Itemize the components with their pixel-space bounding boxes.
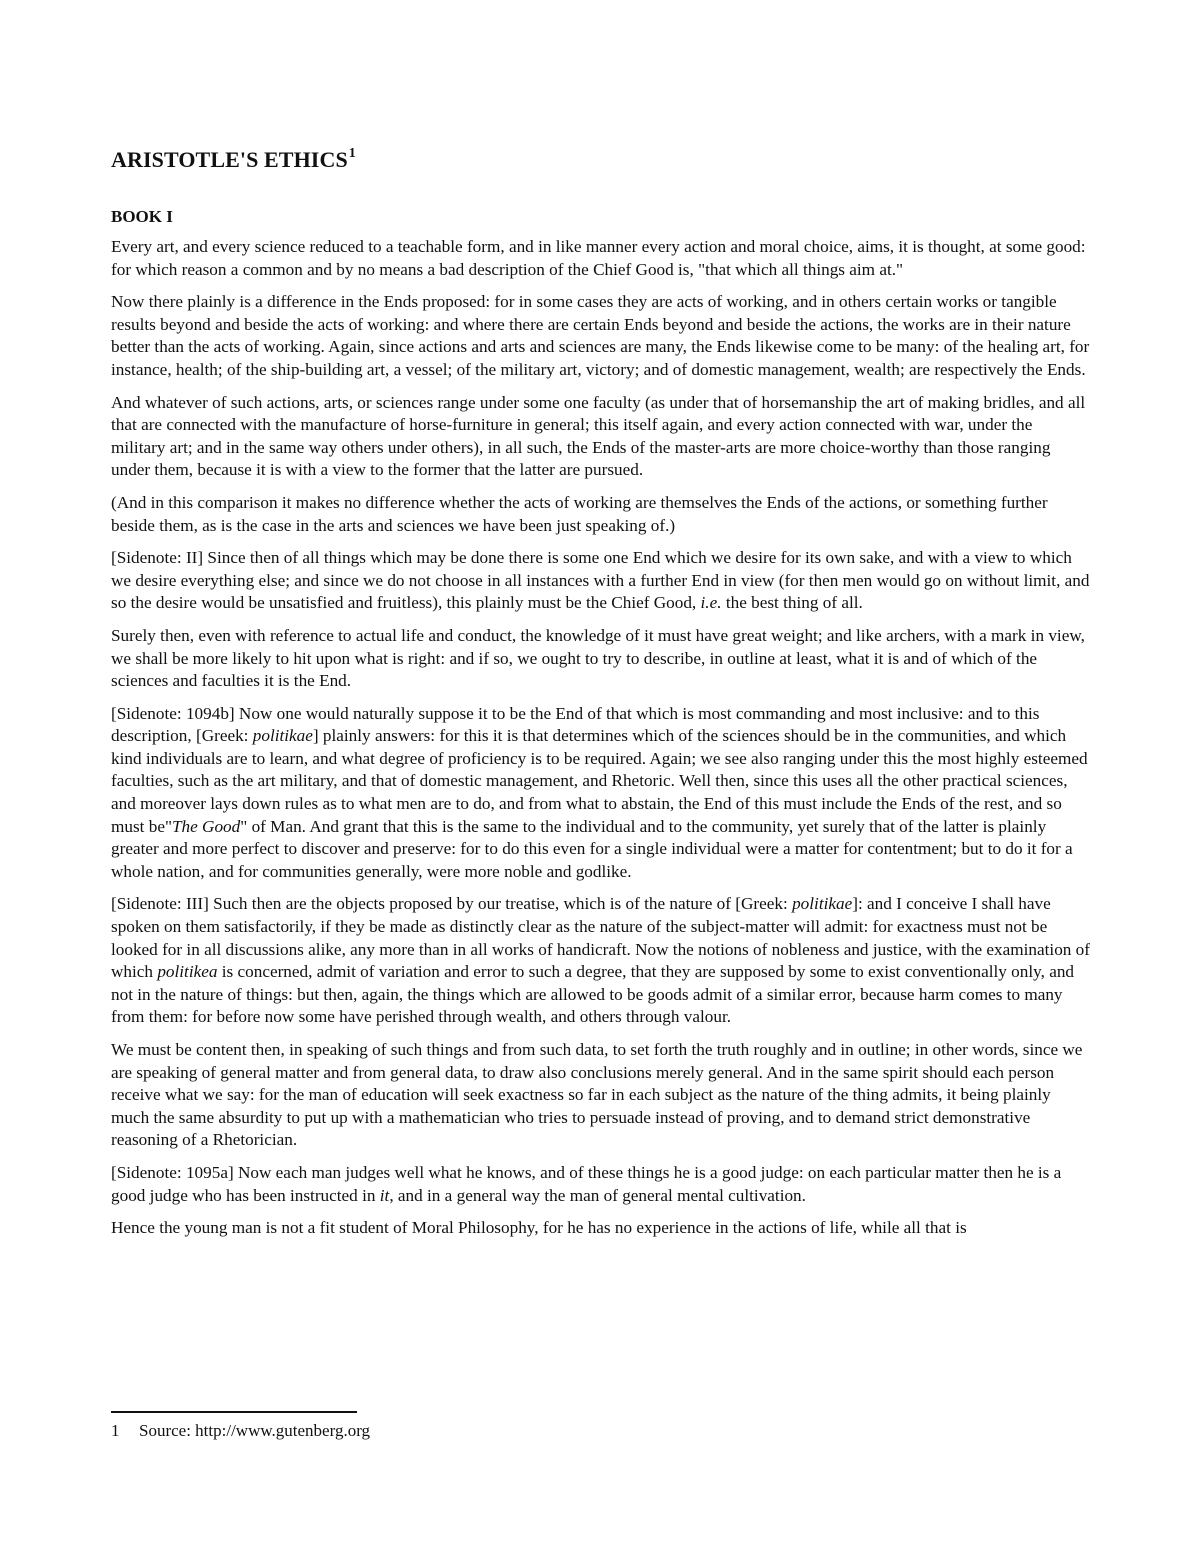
document-title (111, 140, 1090, 174)
paragraph-text: Surely then, even with reference to actual life and conduct, the knowledge of it must have great weight; and like archers, with a mark in view, we shall be more likely to hit upon what is right: and if so, we ought to try to describe, in outline at least, what it is and of which of the sciences and faculties it is the End. (111, 625, 1085, 691)
book-heading: BOOK I (111, 207, 173, 226)
paragraph-text: [Sidenote: III] Such then are the objects proposed by our treatise, which is of the nature of [Greek: (111, 894, 793, 914)
italic-text: i.e. (700, 593, 722, 613)
italic-text: The Good (171, 816, 241, 836)
paragraph (111, 1162, 1090, 1207)
paragraph-text: ] plainly answers: for this it is that determines which of the sciences should be in the communities, and which kind individuals are to learn, and what degree of proficiency is to be required. Again; we see also ranging under this the most highly esteemed faculties, such as the art military, and that of domestic management, and Rhetoric. Well then, since this uses all the other practical sciences, and moreover lays down rules as to what men are to do, and from what to abstain, the End of this must include the Ends of the rest, and so must be" (111, 726, 1088, 836)
paragraph (111, 625, 1090, 693)
paragraph-text: the best thing of all. (721, 593, 863, 613)
italic-text: it (379, 1185, 390, 1205)
paragraph (111, 392, 1090, 482)
italic-text: politikea (157, 962, 218, 982)
paragraph (111, 236, 1090, 281)
paragraph (111, 1039, 1090, 1152)
title-text: ARISTOTLE'S ETHICS (111, 147, 348, 172)
paragraph (111, 547, 1090, 615)
paragraph (111, 492, 1090, 537)
italic-text: politikae (792, 894, 853, 914)
footnote-text: Source: http://www.gutenberg.org (139, 1421, 371, 1440)
paragraph-text: Now there plainly is a difference in the Ends proposed: for in some cases they are acts of working, and in others certain works or tangible results beyond and beside the acts of working: and where there are certain Ends beyond and beside the actions, the works are in their nature better than the acts of working. Again, since actions and arts and sciences are many, the Ends likewise come to be many: of the healing art, for instance, health; of the ship-building art, a vessel; of the military art, victory; and of domestic management, wealth; are respectively the Ends. (111, 292, 1090, 379)
paragraph-text: (And in this comparison it makes no difference whether the acts of working are themselves the Ends of the actions, or something further beside them, as is the case in the arts and sciences we have been just speaking of.) (111, 492, 1048, 535)
paragraph-text: Every art, and every science reduced to a teachable form, and in like manner every action and moral choice, aims, it is thought, at some good: for which reason a common and by no means a bad description of the Chief Good is, "that which all things aim at." (111, 237, 1086, 279)
paragraph (111, 1217, 1090, 1240)
footnote-number: 1 (111, 1421, 120, 1440)
footnote-divider (111, 1411, 357, 1413)
paragraph (111, 703, 1090, 884)
paragraph-text: is concerned, admit of variation and error to such a degree, that they are supposed by some to exist conventionally only, and not in the nature of things: but then, again, the things which are allowed to be goods admit of a similar error, because harm comes to many from them: for before now some have perished through wealth, and others through valour. (111, 962, 1075, 1027)
paragraph-text: We must be content then, in speaking of such things and from such data, to set forth the truth roughly and in outline; in other words, since we are speaking of general matter and from general data, to draw also conclusions merely general. And in the same spirit should each person receive what we say: for the man of education will seek exactness so far in each subject as the nature of the thing admits, it being plainly much the same absurdity to put up with a mathematician who tries to persuade instead of proving, and to demand strict demonstrative reasoning of a Rhetorician. (111, 1040, 1083, 1150)
footnote (111, 1420, 370, 1442)
italic-text: politikae (252, 726, 313, 746)
paragraph-text: And whatever of such actions, arts, or sciences range under some one faculty (as under that of horsemanship the art of making bridles, and all that are connected with the manufacture of horse-furniture in general; this itself again, and every action connected with war, under the military art; and in the same way others under others), in all such, the Ends of the master-arts are more choice-worthy than those ranging under them, because it is with a view to the former that the latter are pursued. (111, 392, 1086, 480)
paragraph-text: [Sidenote: 1094b] Now one would naturally suppose it to be the End of that which is most commanding and most inclusive: and to this description, [Greek: (111, 703, 1040, 746)
paragraph-text: Hence the young man is not a fit student of Moral Philosophy, for he has no experience in the actions of life, while all that is (111, 1218, 967, 1238)
paragraph-text: ]: and I conceive I shall have spoken on them satisfactorily, if they be made as distinctly clear as the nature of the subject-matter will admit: for exactness must not be looked for in all discussions alike, any more than in all works of handicraft. Now the notions of nobleness and justice, with the examination of which (111, 894, 1090, 982)
paragraph (111, 893, 1090, 1029)
paragraph-text: " of Man. And grant that this is the same to the individual and to the community, yet surely that of the latter is plainly greater and more perfect to discover and preserve: for to do this even for a single individual were a matter for contentment; but to do it for a whole nation, and for communities generally, were more noble and godlike. (111, 816, 1073, 881)
paragraph-text: [Sidenote: II] Since then of all things which may be done there is some one End which we desire for its own sake, and with a view to which we desire everything else; and since we do not choose in all instances with a further End in view (for then men would go on without limit, and so the desire would be unsatisfied and fruitless), this plainly must be the Chief Good, (111, 548, 1090, 613)
title-footnote-marker: 1 (348, 146, 356, 161)
paragraph-text: [Sidenote: 1095a] Now each man judges well what he knows, and of these things he is a good judge: on each particular matter then he is a good judge who has been instructed in (111, 1162, 1062, 1205)
body-text (111, 236, 1090, 1240)
paragraph-text: , and in a general way the man of general mental cultivation. (389, 1185, 806, 1205)
paragraph (111, 291, 1090, 381)
